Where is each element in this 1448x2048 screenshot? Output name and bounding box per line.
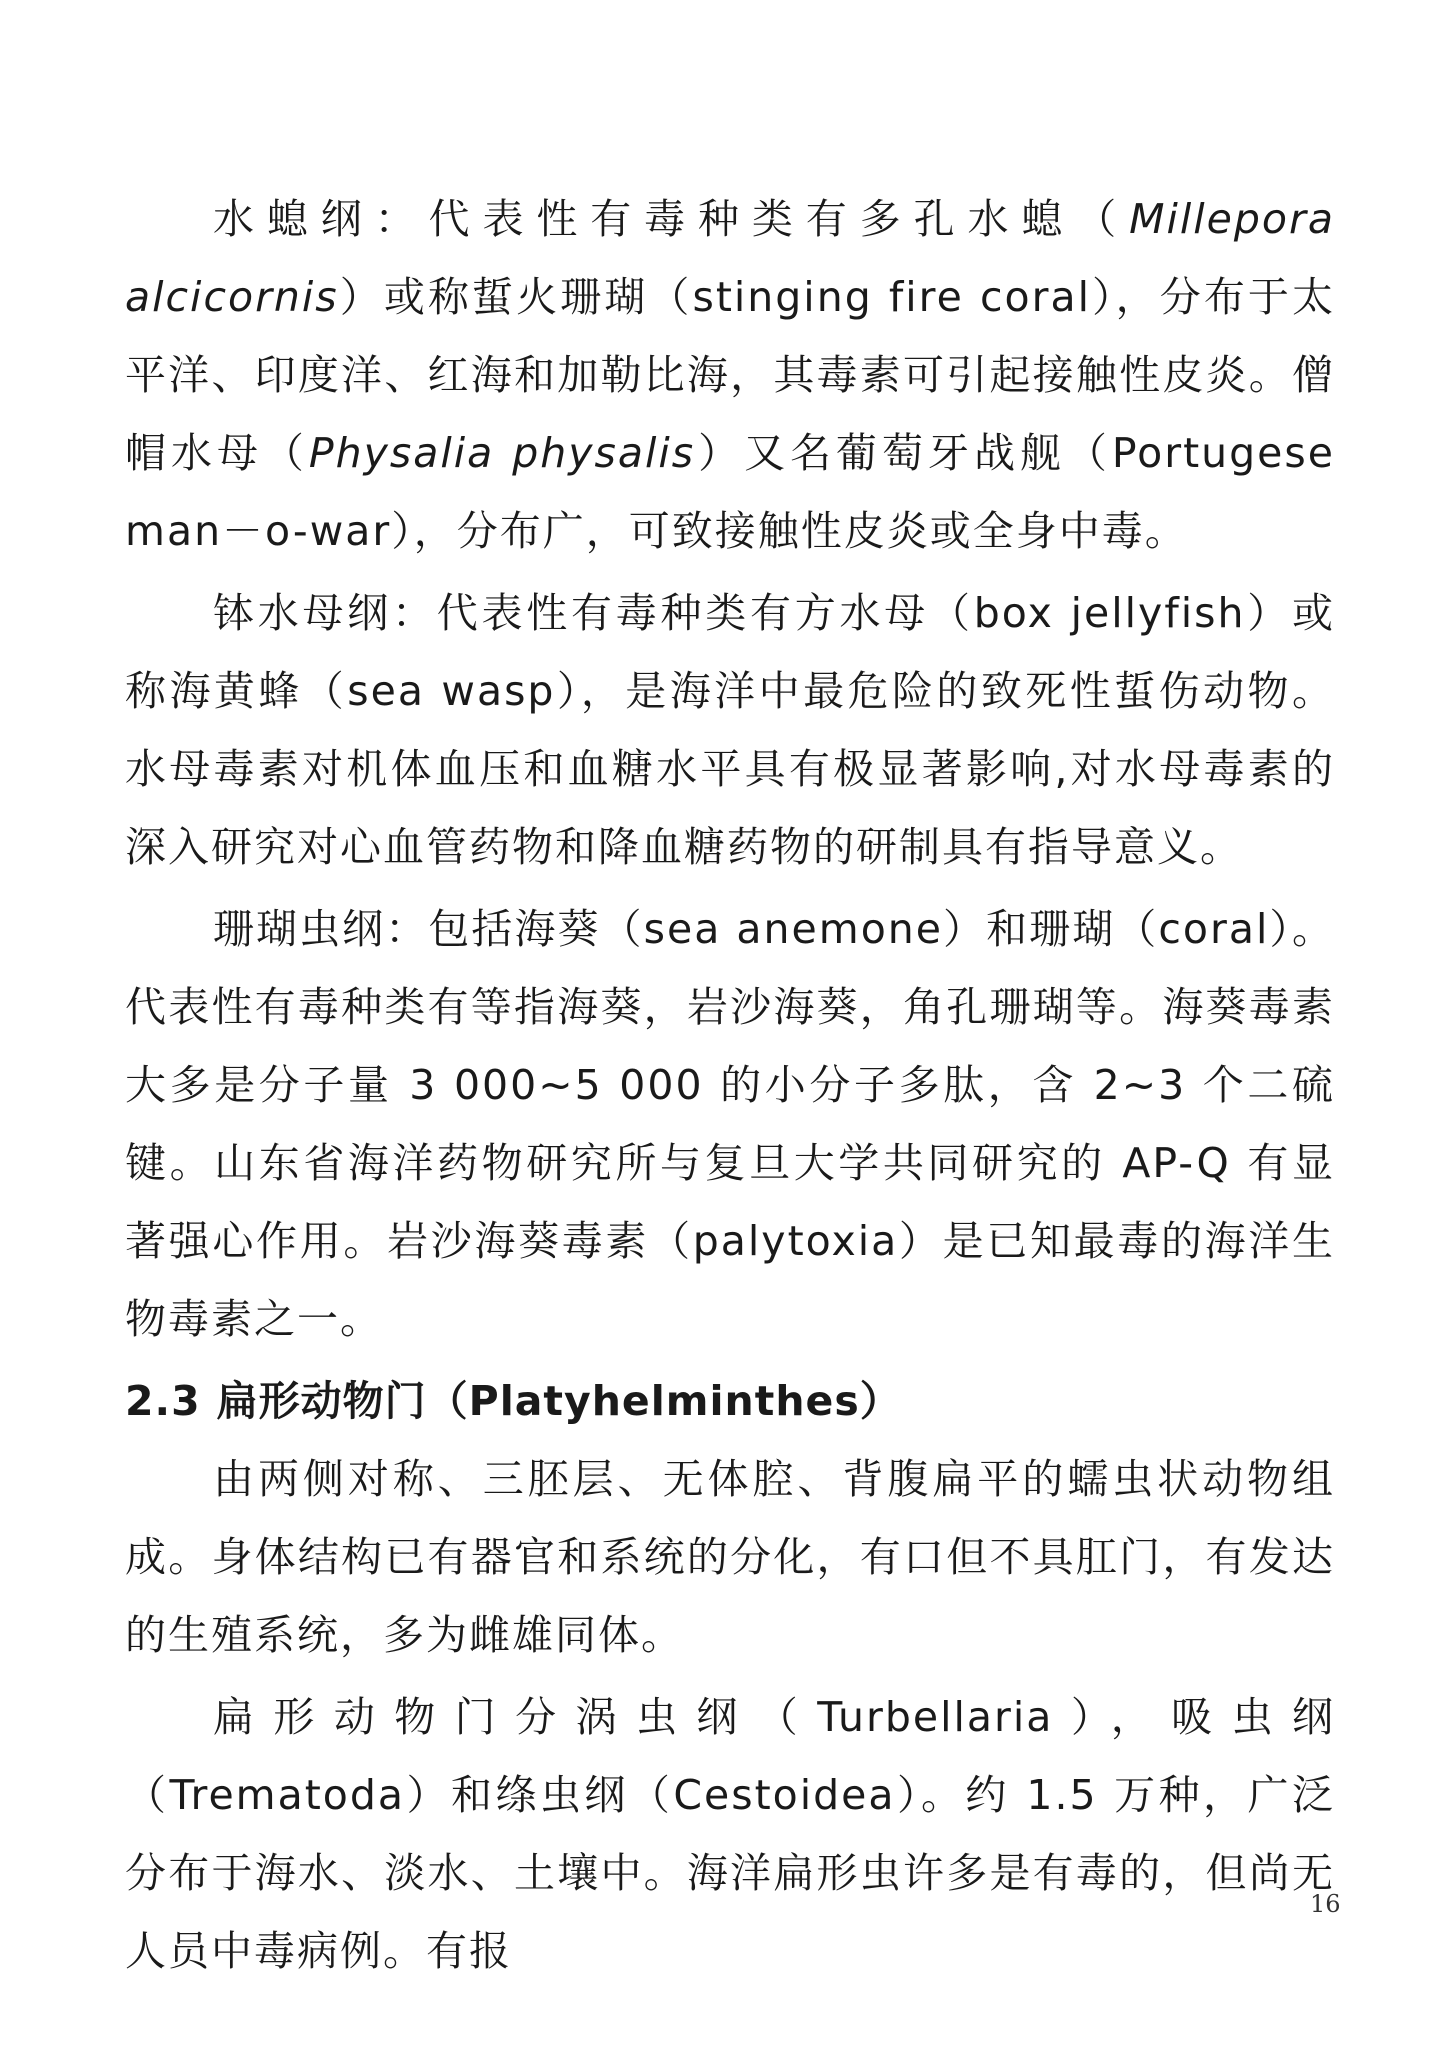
document-page	[125, 180, 1335, 1990]
paragraph-hydrozoa	[125, 180, 1335, 570]
text-segment: ）又名葡萄牙战舰（Portugese man－o-war），分布广，可致接触性皮炎或全身中毒。	[125, 429, 1335, 555]
text-segment: 钵水母纲：代表性有毒种类有方水母（box jellyfish）或称海黄蜂（sea wasp），是海洋中最危险的致死性蜇伤动物。水母毒素对机体血压和血糖水平具有极显著影响,对水母毒素的深入研究对心血管药物和降血糖药物的研制具有指导意义。	[125, 589, 1335, 871]
page-number: 16	[1310, 1890, 1341, 1918]
section-number: 2.3	[125, 1377, 201, 1425]
species-name: Physalia physalis	[308, 429, 696, 477]
section-title: 扁形动物门（Platyhelminthes）	[216, 1377, 902, 1425]
text-segment: 珊瑚虫纲：包括海葵（sea anemone）和珊瑚（coral）。代表性有毒种类有等指海葵，岩沙海葵，角孔珊瑚等。海葵毒素大多是分子量 3 000~5 000 的小分子多肽，含 2~3 个二硫键。山东省海洋药物研究所与复旦大学共同研究的 AP-Q 有显著强心作用。岩沙海葵毒素（palytoxia）是已知最毒的海洋生物毒素之一。	[125, 905, 1335, 1343]
paragraph-scyphozoa	[125, 574, 1335, 886]
paragraph-anthozoa	[125, 890, 1335, 1358]
text-segment: 水螅纲：代表性有毒种类有多孔水螅（	[213, 195, 1130, 243]
text-segment: 由两侧对称、三胚层、无体腔、背腹扁平的蠕虫状动物组成。身体结构已有器官和系统的分化，有口但不具肛门，有发达的生殖系统，多为雌雄同体。	[125, 1455, 1335, 1659]
paragraph-platyhelminthes-classes	[125, 1678, 1335, 1990]
text-segment: 扁形动物门分涡虫纲（Turbellaria），吸虫纲（Trematoda）和绦虫纲（Cestoidea）。约 1.5 万种，广泛分布于海水、淡水、土壤中。海洋扁形虫许多是有毒的，但尚无人员中毒病例。有报	[125, 1693, 1335, 1975]
paragraph-platyhelminthes-intro	[125, 1440, 1335, 1674]
text-segment: ）或称蜇火珊瑚（stinging fire coral），分布于太平洋、印度洋、红海和加勒比海，其毒素可引起接触性皮炎。僧帽水母（	[125, 273, 1335, 477]
species-name: Millepora alcicornis	[125, 195, 1335, 321]
section-heading	[125, 1362, 1335, 1440]
